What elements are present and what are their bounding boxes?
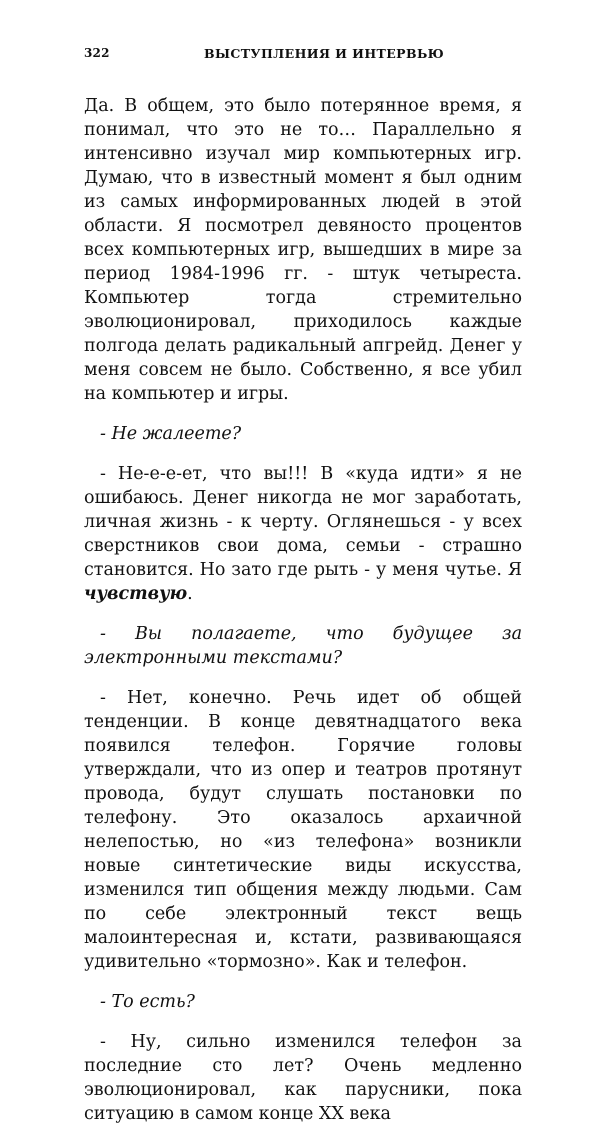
page-number: 322 — [84, 46, 110, 60]
paragraph-answer-4: - Ну, сильно изменился телефон за последние сто лет? Очень медленно эволюционировал, как парусники, пока ситуацию в самом конце XX века — [84, 1032, 522, 1124]
running-head — [84, 46, 519, 66]
interviewer-question-3: - То есть? — [100, 992, 195, 1012]
paragraph-answer-3: - Нет, конечно. Речь идет об общей тенденции. В конце девятнадцатого века появился телефон. Горячие головы утверждали, что из опер и театров протянут провода, будут слушать постановки по телефону. Это оказалось архаичной нелепостью, но «из телефона» возникли новые синтетические виды искусства, изменился тип общения между людьми. Сам по себе электронный текст вещь малоинтересная и, кстати, развивающаяся удивительно «тормозно». Как и телефон. — [84, 688, 522, 972]
interviewer-question-2: - Вы полагаете, что будущее за электронными текстами? — [84, 624, 522, 668]
emphasized-word: чувствую — [84, 584, 188, 604]
answer-2-text: - Не-е-е-ет, что вы!!! В «куда идти» я не ошибаюсь. Денег никогда не мог заработать, личная жизнь - к черту. Оглянешься - у всех сверстников свои дома, семьи - страшно становится. Но зато где рыть - у меня чутье. Я — [84, 464, 522, 580]
body-text — [84, 94, 522, 1142]
paragraph-answer-1: Да. В общем, это было потерянное время, я понимал, что это не то… Параллельно я интенсивно изучал мир компьютерных игр. Думаю, что в известный момент я был одним из самых информированных людей в этой области. Я посмотрел девяносто процентов всех компьютерных игр, вышедших в мире за период 1984-1996 гг. - штук четыреста. Компьютер тогда стремительно эволюционировал, приходилось каждые полгода делать радикальный апгрейд. Денег у меня совсем не было. Собственно, я все убил на компьютер и игры. — [84, 96, 522, 404]
section-title: ВЫСТУПЛЕНИЯ И ИНТЕРВЬЮ — [204, 46, 445, 61]
answer-2-end: . — [187, 584, 193, 604]
interviewer-question-1: - Не жалеете? — [100, 424, 242, 444]
paragraph-answer-2 — [84, 462, 522, 606]
